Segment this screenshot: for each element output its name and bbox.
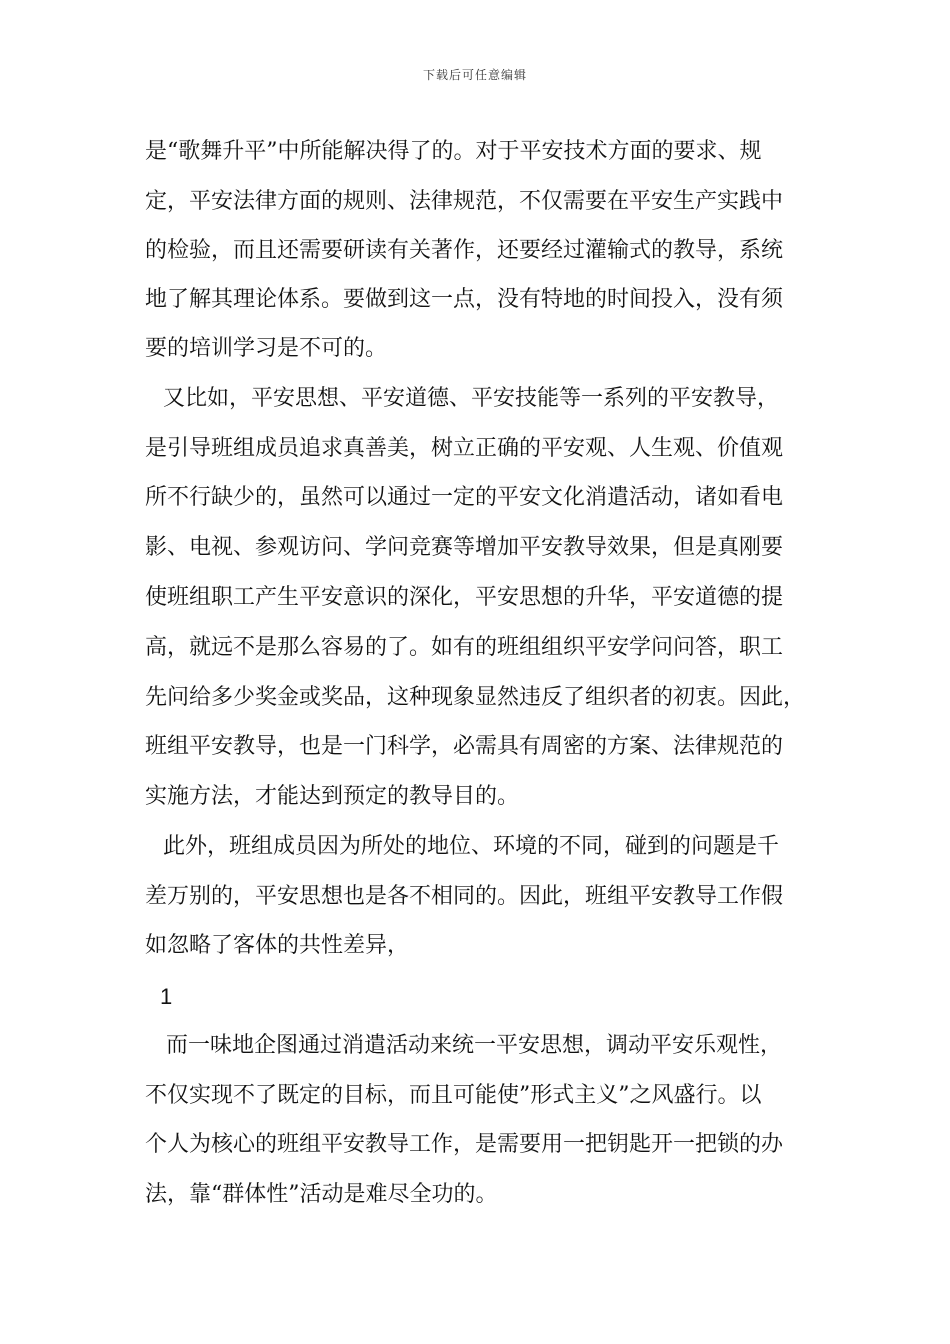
text-line: 此外，班组成员因为所处的地位、环境的不同，碰到的问题是千 <box>163 834 780 859</box>
text-line: 实施方法，才能达到预定的教导目的。 <box>145 784 520 809</box>
text-line: 差万别的，平安思想也是各不相同的。因此，班组平安教导工作假 <box>145 884 784 909</box>
text-line: 先问给多少奖金或奖品，这种现象显然违反了组织者的初衷。因此， <box>145 685 806 710</box>
text-line: 的检验，而且还需要研读有关著作，还要经过灌输式的教导，系统 <box>145 238 784 263</box>
text-line: 而一味地企图通过消遣活动来统一平安思想，调动平安乐观性， <box>166 1033 783 1058</box>
text-line: 又比如，平安思想、平安道德、平安技能等一系列的平安教导， <box>163 386 780 411</box>
page-header: 下载后可任意编辑 <box>422 68 527 82</box>
text-line: 不仅实现不了既定的目标，而且可能使”形式主义”之风盛行。以 <box>145 1083 762 1108</box>
text-line: 个人为核心的班组平安教导工作，是需要用一把钥匙开一把锁的办 <box>145 1132 784 1157</box>
page-number: 1 <box>160 984 173 1009</box>
text-line: 使班组职工产生平安意识的深化，平安思想的升华，平安道德的提 <box>145 585 784 610</box>
text-line: 影、电视、参观访问、学问竞赛等增加平安教导效果，但是真刚要 <box>145 535 784 560</box>
text-line: 所不行缺少的，虽然可以通过一定的平安文化消遣活动，诸如看电 <box>145 485 784 510</box>
text-line: 高，就远不是那么容易的了。如有的班组组织平安学问问答，职工 <box>145 635 784 660</box>
text-line: 地了解其理论体系。要做到这一点，没有特地的时间投入，没有须 <box>145 287 784 312</box>
text-line: 班组平安教导，也是一门科学，必需具有周密的方案、法律规范的 <box>145 734 784 759</box>
text-line: 如忽略了客体的共性差异， <box>145 933 410 958</box>
text-line: 要的培训学习是不可的。 <box>145 336 388 361</box>
text-line: 法，靠“群体性”活动是难尽全功的。 <box>145 1182 498 1207</box>
text-line: 是引导班组成员追求真善美，树立正确的平安观、人生观、价值观 <box>145 436 784 461</box>
text-line: 定，平安法律方面的规则、法律规范，不仅需要在平安生产实践中 <box>145 189 784 214</box>
text-line: 是“歌舞升平”中所能解决得了的。对于平安技术方面的要求、规 <box>145 139 762 164</box>
